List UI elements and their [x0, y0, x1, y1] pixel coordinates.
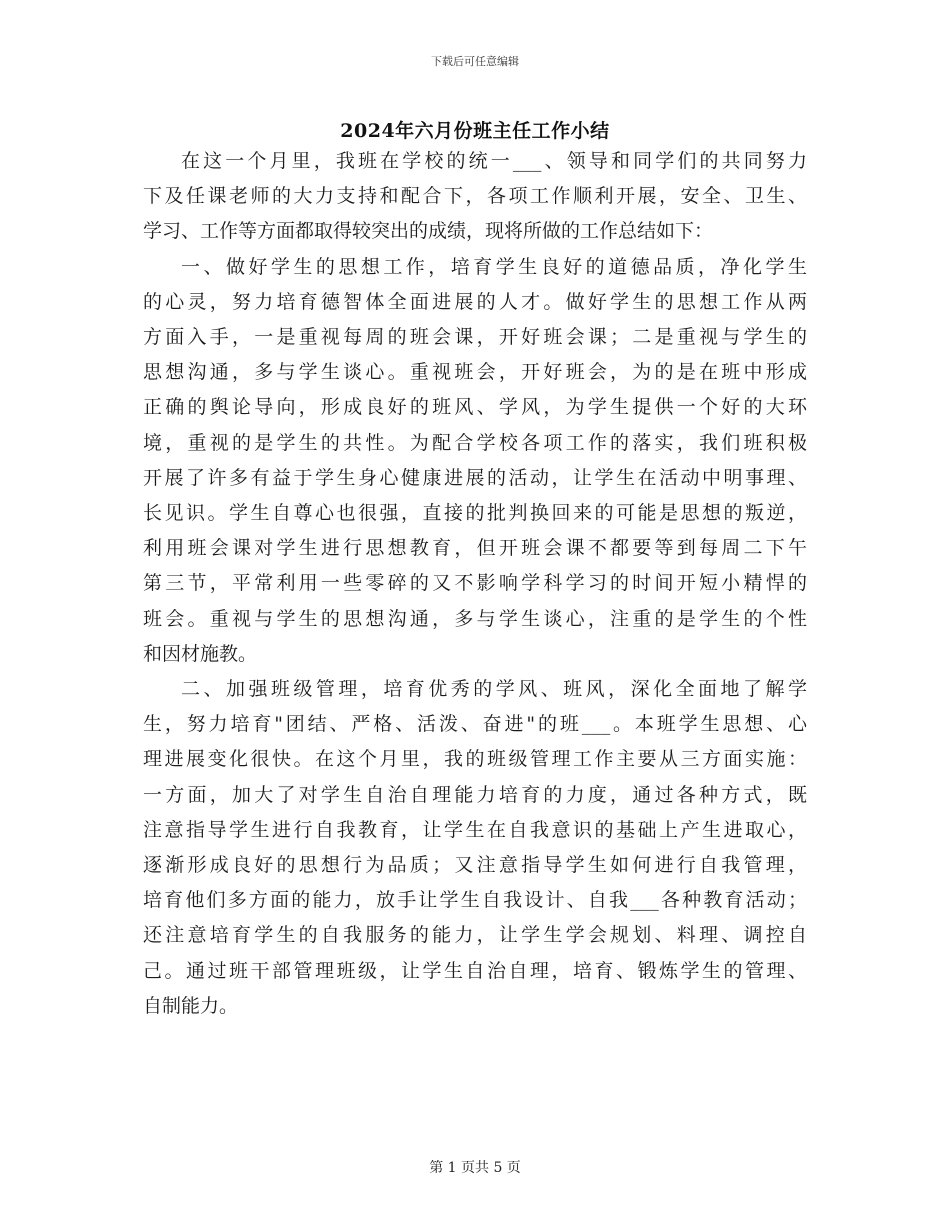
text-line: 第三节，平常利用一些零碎的又不影响学科学习的时间开短小精悍的 [143, 572, 807, 595]
paragraph-section-one [143, 250, 807, 672]
text-line: 二、加强班级管理，培育优秀的学风、班风，深化全面地了解学 [181, 678, 807, 701]
text-line: 己。通过班干部管理班级，让学生自治自理，培育、锻炼学生的管理、 [143, 959, 807, 982]
text-line: 学习、工作等方面都取得较突出的成绩，现将所做的工作总结如下： [143, 220, 714, 243]
page-number: 第 1 页共 5 页 [429, 1160, 521, 1176]
text-line: 长见识。学生自尊心也很强，直接的批判换回来的可能是思想的叛逆， [143, 502, 807, 525]
text-line: 正确的舆论导向，形成良好的班风、学风，为学生提供一个好的大环 [143, 396, 807, 419]
page-header-note: 下载后可任意编辑 [431, 55, 519, 68]
text-line: 逐渐形成良好的思想行为品质；又注意指导学生如何进行自我管理， [143, 854, 807, 877]
text-line: 开展了许多有益于学生身心健康进展的活动，让学生在活动中明事理、 [143, 466, 807, 489]
text-line: 和因材施教。 [143, 642, 258, 665]
paragraph-section-two [143, 672, 807, 1024]
text-line: 还注意培育学生的自我服务的能力，让学生学会规划、料理、调控自 [143, 924, 807, 947]
paragraph-intro [143, 144, 807, 250]
document-title: 2024年六月份班主任工作小结 [340, 120, 610, 142]
document-body [143, 144, 807, 1024]
text-line: 培育他们多方面的能力，放手让学生自我设计、自我___各种教育活动； [143, 889, 807, 912]
text-line: 方面入手，一是重视每周的班会课，开好班会课；二是重视与学生的 [143, 326, 807, 349]
text-line: 思想沟通，多与学生谈心。重视班会，开好班会，为的是在班中形成 [143, 361, 807, 384]
text-line: 自制能力。 [143, 994, 239, 1017]
text-line: 一、做好学生的思想工作，培育学生良好的道德品质，净化学生 [181, 255, 807, 278]
text-line: 在这一个月里，我班在学校的统一___、领导和同学们的共同努力 [181, 150, 807, 172]
text-line: 下及任课老师的大力支持和配合下，各项工作顺利开展，安全、卫生、 [143, 185, 807, 208]
text-line: 生，努力培育"团结、严格、活泼、奋进"的班___。本班学生思想、心 [143, 713, 807, 736]
text-line: 境，重视的是学生的共性。为配合学校各项工作的落实，我们班积极 [143, 431, 807, 454]
text-line: 的心灵，努力培育德智体全面进展的人才。做好学生的思想工作从两 [143, 290, 807, 313]
text-line: 班会。重视与学生的思想沟通，多与学生谈心，注重的是学生的个性 [143, 607, 807, 630]
text-line: 注意指导学生进行自我教育，让学生在自我意识的基础上产生进取心， [143, 818, 807, 841]
text-line: 一方面，加大了对学生自治自理能力培育的力度，通过各种方式，既 [143, 783, 807, 806]
text-line: 理进展变化很快。在这个月里，我的班级管理工作主要从三方面实施： [143, 748, 807, 771]
text-line: 利用班会课对学生进行思想教育，但开班会课不都要等到每周二下午 [143, 537, 807, 560]
